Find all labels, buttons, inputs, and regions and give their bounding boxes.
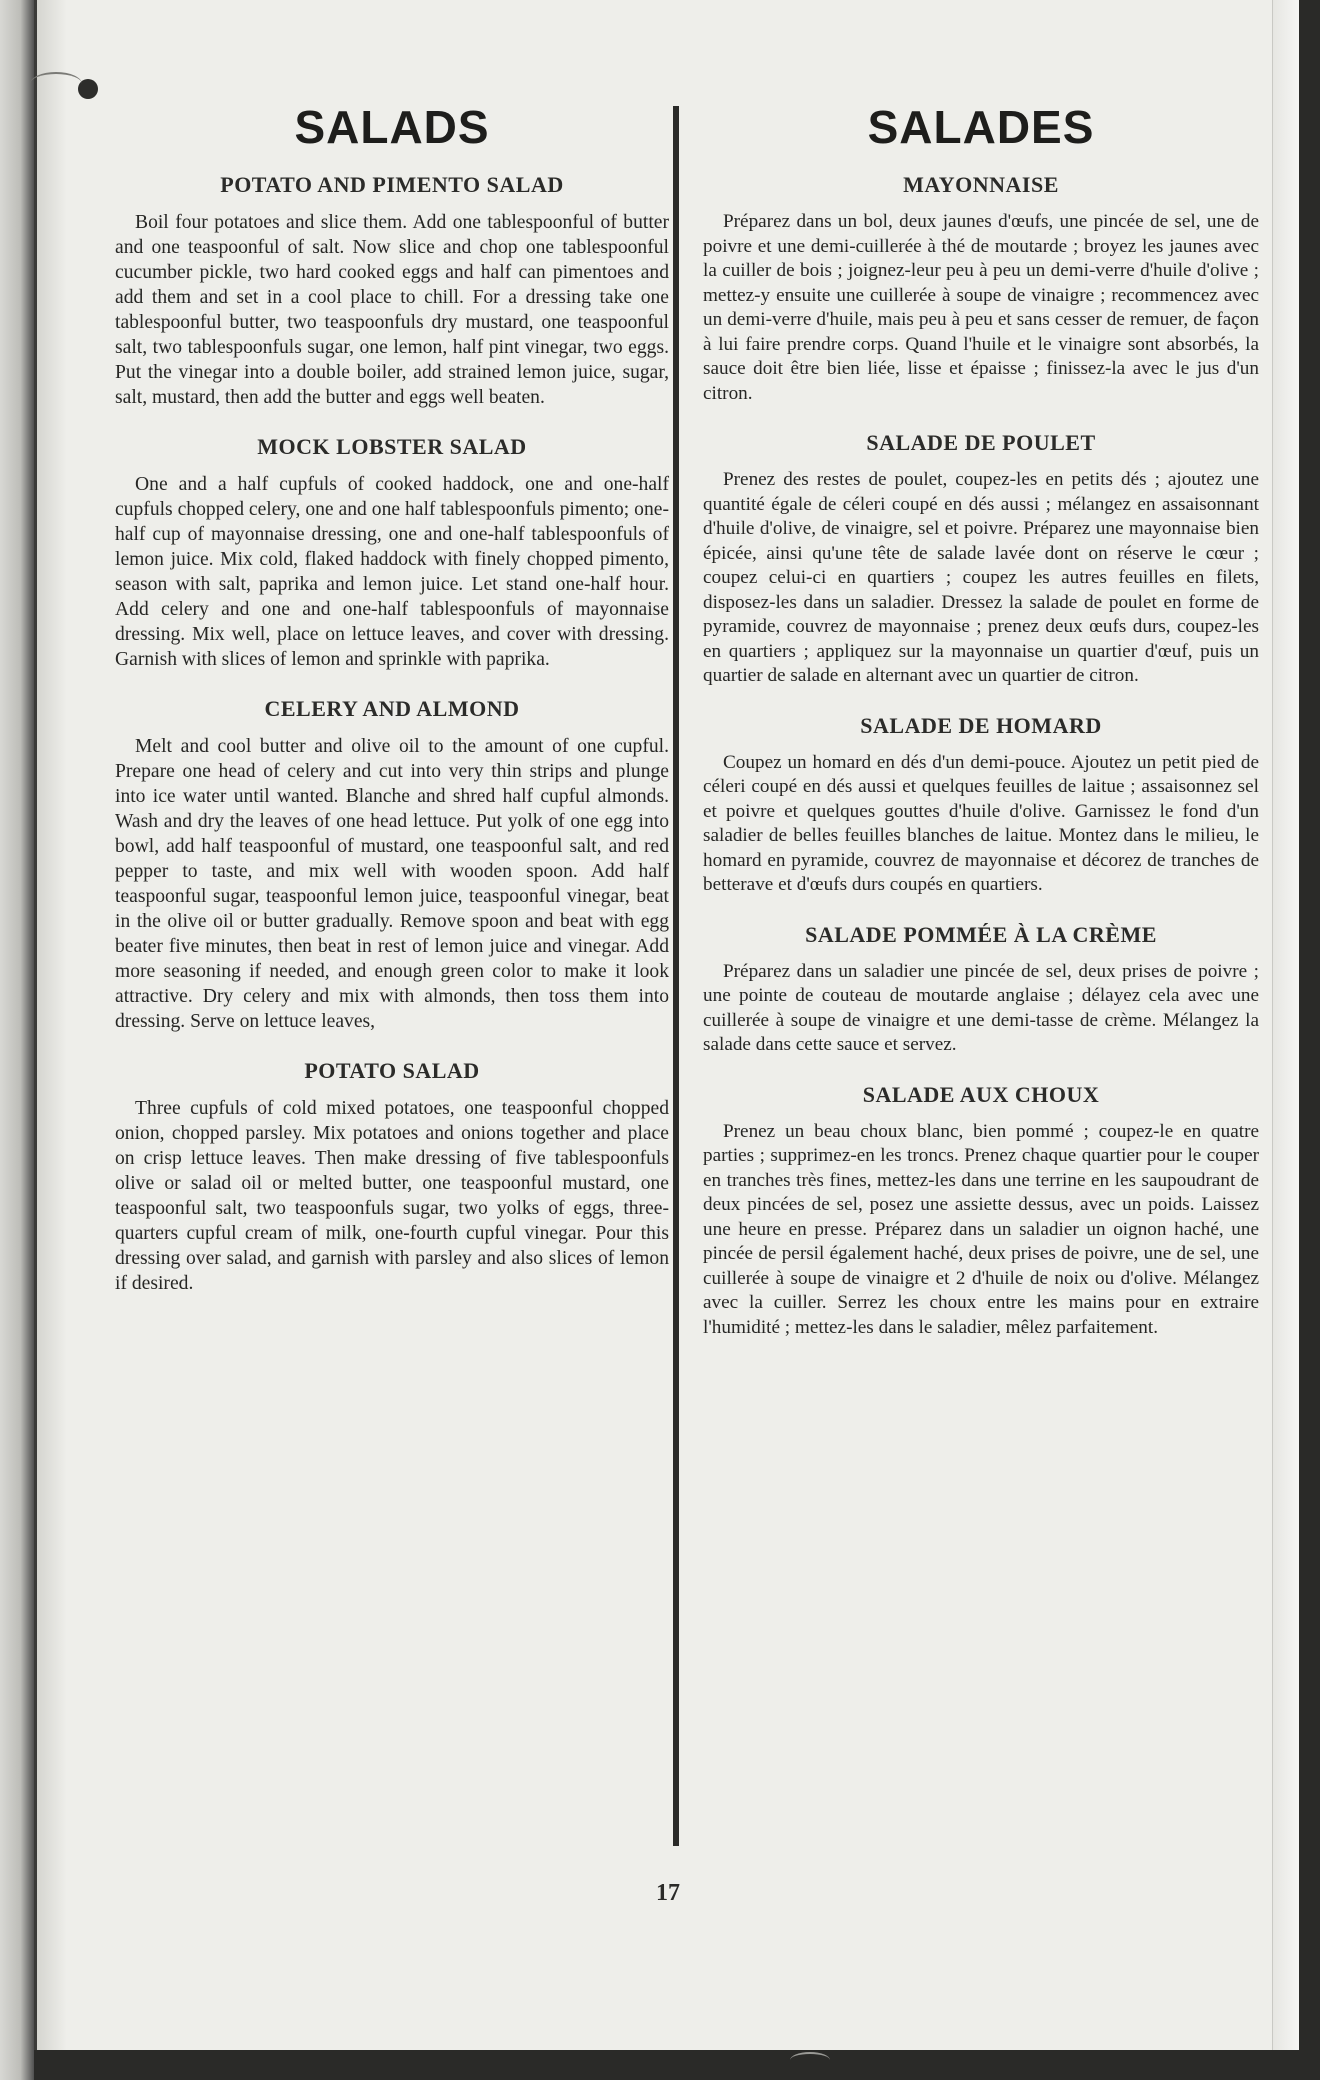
recipe-body: Préparez dans un saladier une pincée de sel, deux prises de poivre ; une pointe de couteau de moutarde anglaise ; délayez cela avec une cuillerée à soupe de vinaigre et une demi-tasse de crème. Mélangez la salade dans cette sauce et servez.: [703, 960, 1259, 1055]
recipe-heading: MOCK LOBSTER SALAD: [257, 434, 527, 459]
column-divider: [673, 106, 679, 1846]
recipe-body: Préparez dans un bol, deux jaunes d'œufs, une pincée de sel, une de poivre et une demi-cuillerée à thé de moutarde ; broyez les jaunes avec la cuiller de bois ; joignez-leur peu à peu un demi-verre d'huile d'olive ; mettez-y ensuite une cuillerée à soupe de vinaigre ; recommencez avec un demi-verre d'huile, mais peu à peu et sans cesser de remuer, de façon à lui faire prendre corps. Quand l'huile et le vinaigre sont absorbés, la sauce doit être bien liée, lisse et épaisse ; finissez-la avec le jus d'un citron.: [703, 211, 1259, 404]
book-page: [34, 0, 1299, 2050]
recipe-body: Prenez un beau choux blanc, bien pommé ; coupez-le en quatre parties ; supprimez-en les troncs. Prenez chaque quartier pour le couper en tranches très fines, mettez-les dans une terrine en les saupoudrant de deux pincées de sel, posez une assiette dessus, avec un poids. Laissez une heure en presse. Préparez dans un saladier un oignon haché, une pincée de persil également haché, deux prises de poivre, une de sel, une cuillerée à soupe de vinaigre et 2 d'huile de noix ou d'olive. Mélangez avec la cuiller. Serrez les choux entre les mains pour en extraire l'humidité ; mettez-les dans le saladier, mêlez parfaitement.: [703, 1120, 1259, 1338]
recipe-heading: SALADE POMMÉE À LA CRÈME: [805, 921, 1157, 947]
page-right-edge: [1272, 0, 1299, 2050]
recipe-heading: POTATO SALAD: [304, 1058, 480, 1083]
recipe-body: Coupez un homard en dés d'un demi-pouce. Ajoutez un petit pied de céleri coupé en dés aussi et quelques feuilles de laitue ; assaisonnez sel et poivre et quelques gouttes d'huile d'olive. Garnissez le fond d'un saladier de belles feuilles blanches de laitue. Montez dans le milieu, le homard en pyramide, couvrez de mayonnaise et décorez de tranches de betterave et d'œufs durs coupés en quartiers.: [703, 751, 1259, 895]
recipe-body: Three cupfuls of cold mixed potatoes, one teaspoonful chopped onion, chopped parsley. Mix potatoes and onions together and place on crisp lettuce leaves. Then make dressing of five tablespoonfuls olive or salad oil or melted butter, one teaspoonful mustard, one teaspoonful salt, two teaspoonfuls sugar, two yolks of eggs, three-quarters cupful cream of milk, one-fourth cupful vinegar. Pour this dressing over salad, and garnish with parsley and also slices of lemon if desired.: [115, 1098, 669, 1294]
recipe-heading: MAYONNAISE: [903, 172, 1059, 197]
binding-strip: [0, 0, 34, 2080]
page-edge-shadow: [37, 0, 67, 2050]
recipe-heading: SALADE DE HOMARD: [860, 712, 1102, 738]
recipe-body: Boil four potatoes and slice them. Add one tablespoonful of butter and one teaspoonful of salt. Now slice and chop one tablespoonful cucumber pickle, two hard cooked eggs and half can pimentoes and add them and set in a cool place to chill. For a dressing take one tablespoonful butter, two teaspoonfuls dry mustard, one teaspoonful salt, two tablespoonfuls sugar, one lemon, half pint vinegar, two eggs. Put the vinegar into a double boiler, add strained lemon juice, sugar, salt, mustard, then add the butter and eggs well beaten.: [115, 212, 669, 408]
binding-thread: [30, 72, 82, 96]
column-title-english: SALADS: [294, 101, 490, 153]
recipe-heading: POTATO AND PIMENTO SALAD: [220, 172, 564, 197]
recipe-heading: SALADE DE POULET: [866, 430, 1096, 455]
column-title-french: SALADES: [867, 101, 1095, 153]
stray-mark: [790, 2052, 830, 2068]
page-number: 17: [656, 1880, 680, 1906]
french-column: [703, 100, 1259, 1364]
recipe-body: One and a half cupfuls of cooked haddock, one and one-half cupfuls chopped celery, one and one half tablespoonfuls pimento; one-half cup of mayonnaise dressing, one and one-half tablespoonfuls of lemon juice. Mix cold, flaked haddock with finely chopped pimento, season with salt, paprika and lemon juice. Let stand one-half hour. Add celery and one and one-half tablespoonfuls of mayonnaise dressing. Mix well, place on lettuce leaves, and cover with dressing. Garnish with slices of lemon and sprinkle with paprika.: [115, 474, 669, 670]
recipe-body: Prenez des restes de poulet, coupez-les en petits dés ; ajoutez une quantité égale de céleri coupé en dés aussi ; mélangez en assaisonnant d'huile d'olive, de vinaigre, sel et poivre. Préparez une mayonnaise bien épicée, ainsi qu'une tête de salade lavée dont on réserve le cœur ; coupez celui-ci en quartiers ; coupez les autres feuilles en filets, disposez-les dans un saladier. Dressez la salade de poulet en forme de pyramide, couvrez de mayonnaise ; prenez deux œufs durs, coupez-les en quartiers ; appliquez sur la mayonnaise un quartier d'œuf, puis un quartier de salade en alternant avec un quartier de citron.: [703, 469, 1259, 686]
recipe-heading: SALADE AUX CHOUX: [862, 1081, 1100, 1107]
recipe-body: Melt and cool butter and olive oil to the amount of one cupful. Prepare one head of celery and cut into very thin strips and plunge into ice water until wanted. Blanche and shred half cupful almonds. Wash and dry the leaves of one head lettuce. Put yolk of one egg into bowl, add half teaspoonful of mustard, one teaspoonful salt, and red pepper to taste, and mix well with wooden spoon. Add half teaspoonful sugar, teaspoonful lemon juice, teaspoonful vinegar, beat in the olive oil or butter gradually. Remove spoon and beat with egg beater five minutes, then beat in rest of lemon juice and vinegar. Add more seasoning if needed, and enough green color to make it look attractive. Dry celery and mix with almonds, then toss them into dressing. Serve on lettuce leaves,: [115, 736, 669, 1032]
recipe-heading: CELERY AND ALMOND: [264, 696, 520, 721]
english-column: [115, 100, 669, 1320]
